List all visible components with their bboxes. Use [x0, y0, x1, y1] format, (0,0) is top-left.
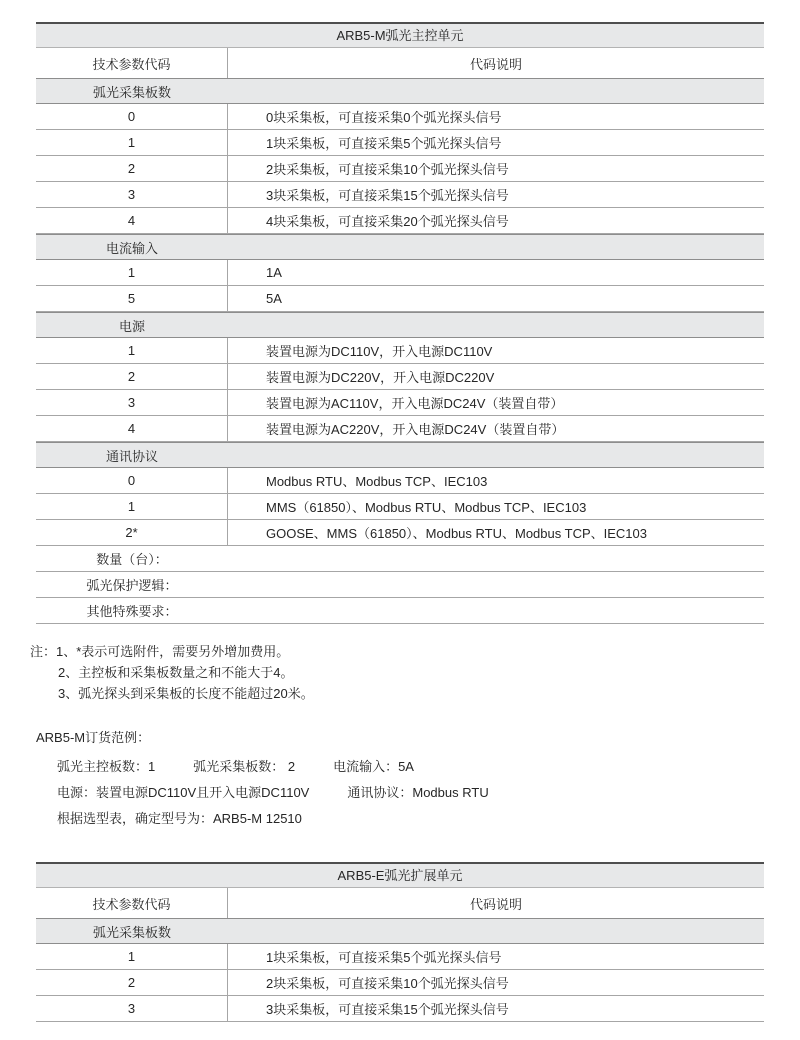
example-heading: ARB5-M订货范例：: [36, 730, 151, 745]
table-arb5-e: [36, 862, 764, 1022]
table-row: [36, 970, 764, 996]
code-cell: 4: [36, 208, 228, 233]
column-header-code: 技术参数代码: [36, 48, 228, 78]
code-cell: 1: [36, 944, 228, 969]
desc-cell: Modbus RTU、Modbus TCP、IEC103: [266, 474, 488, 489]
section-header-row: [36, 918, 764, 944]
section-header-row: [36, 234, 764, 260]
example-field-power: 电源：装置电源DC110V且开入电源DC110V: [57, 785, 310, 800]
fill-in-row: [36, 598, 764, 624]
code-cell: 3: [36, 996, 228, 1021]
desc-cell: 0块采集板，可直接采集0个弧光探头信号: [266, 110, 502, 125]
code-cell: 1: [36, 130, 228, 155]
code-cell: 1: [36, 338, 228, 363]
table-row: [36, 996, 764, 1022]
example-field-collect-boards: 弧光采集板数： 2: [193, 759, 296, 774]
section-label: 电流输入: [105, 240, 158, 256]
code-cell: 5: [36, 286, 228, 311]
table-row: [36, 260, 764, 286]
table-row: [36, 494, 764, 520]
example-field-model: 根据选型表，确定型号为：ARB5-M 12510: [57, 811, 302, 826]
fill-in-label: 数量（台）：: [96, 552, 168, 567]
example-field-main-boards: 弧光主控板数：1: [57, 759, 156, 774]
section-label: 弧光采集板数: [92, 84, 171, 100]
fill-in-row: [36, 572, 764, 598]
desc-cell: MMS（61850）、Modbus RTU、Modbus TCP、IEC103: [266, 500, 587, 515]
notes: [30, 641, 800, 704]
table-row: [36, 390, 764, 416]
desc-cell: 5A: [266, 291, 282, 306]
column-header-desc: 代码说明: [469, 896, 522, 912]
table-row: [36, 468, 764, 494]
code-cell: 4: [36, 416, 228, 441]
table-row: [36, 520, 764, 546]
table-row: [36, 338, 764, 364]
code-cell: 2: [36, 156, 228, 181]
desc-cell: 4块采集板，可直接采集20个弧光探头信号: [266, 214, 509, 229]
example-line-3: [57, 809, 800, 829]
desc-cell: 装置电源为DC220V，开入电源DC220V: [266, 370, 495, 385]
table-header-row: [36, 888, 764, 918]
example-field-protocol: 通讯协议：Modbus RTU: [347, 785, 489, 800]
section-label: 电源: [118, 318, 145, 334]
fill-in-row: [36, 546, 764, 572]
code-cell: 0: [36, 468, 228, 493]
code-cell: 2: [36, 970, 228, 995]
table-row: [36, 104, 764, 130]
code-cell: 0: [36, 104, 228, 129]
note-line-1: 注：1、*表示可选附件，需要另外增加费用。: [30, 644, 290, 659]
section-label: 通讯协议: [105, 448, 158, 464]
table-title: ARB5-E弧光扩展单元: [36, 864, 764, 888]
note-line-2: 2、主控板和采集板数量之和不能大于4。: [58, 665, 294, 680]
code-cell: 3: [36, 182, 228, 207]
code-cell: 1: [36, 260, 228, 285]
table-row: [36, 130, 764, 156]
table-arb5-m: [36, 22, 764, 624]
desc-cell: 1块采集板，可直接采集5个弧光探头信号: [266, 950, 502, 965]
table-row: [36, 944, 764, 970]
ordering-example: [36, 728, 800, 829]
code-cell: 3: [36, 390, 228, 415]
desc-cell: GOOSE、MMS（61850）、Modbus RTU、Modbus TCP、IEC103: [266, 526, 647, 541]
table-header-row: [36, 48, 764, 78]
table-title: ARB5-M弧光主控单元: [36, 24, 764, 48]
note-line-3: 3、弧光探头到采集板的长度不能超过20米。: [58, 686, 314, 701]
table-row: [36, 208, 764, 234]
table-row: [36, 182, 764, 208]
desc-cell: 2块采集板，可直接采集10个弧光探头信号: [266, 162, 509, 177]
table-row: [36, 416, 764, 442]
desc-cell: 3块采集板，可直接采集15个弧光探头信号: [266, 188, 509, 203]
desc-cell: 1A: [266, 265, 282, 280]
section-header-row: [36, 442, 764, 468]
desc-cell: 装置电源为AC110V，开入电源DC24V（装置自带）: [266, 396, 564, 411]
code-cell: 2*: [36, 520, 228, 545]
column-header-desc: 代码说明: [469, 56, 522, 72]
page: [0, 22, 800, 1040]
example-line-1: [57, 757, 800, 777]
column-header-code: 技术参数代码: [36, 888, 228, 918]
section-header-row: [36, 312, 764, 338]
desc-cell: 装置电源为AC220V，开入电源DC24V（装置自带）: [266, 422, 565, 437]
fill-in-label: 弧光保护逻辑：: [86, 578, 178, 593]
desc-cell: 2块采集板，可直接采集10个弧光探头信号: [266, 976, 509, 991]
example-line-2: [57, 783, 800, 803]
section-label: 弧光采集板数: [92, 924, 171, 940]
desc-cell: 1块采集板，可直接采集5个弧光探头信号: [266, 136, 502, 151]
desc-cell: 3块采集板，可直接采集15个弧光探头信号: [266, 1002, 509, 1017]
table-row: [36, 156, 764, 182]
table-row: [36, 286, 764, 312]
example-field-current-input: 电流输入：5A: [333, 759, 414, 774]
desc-cell: 装置电源为DC110V，开入电源DC110V: [266, 344, 493, 359]
code-cell: 2: [36, 364, 228, 389]
table-row: [36, 364, 764, 390]
section-header-row: [36, 78, 764, 104]
fill-in-label: 其他特殊要求：: [86, 604, 178, 619]
code-cell: 1: [36, 494, 228, 519]
